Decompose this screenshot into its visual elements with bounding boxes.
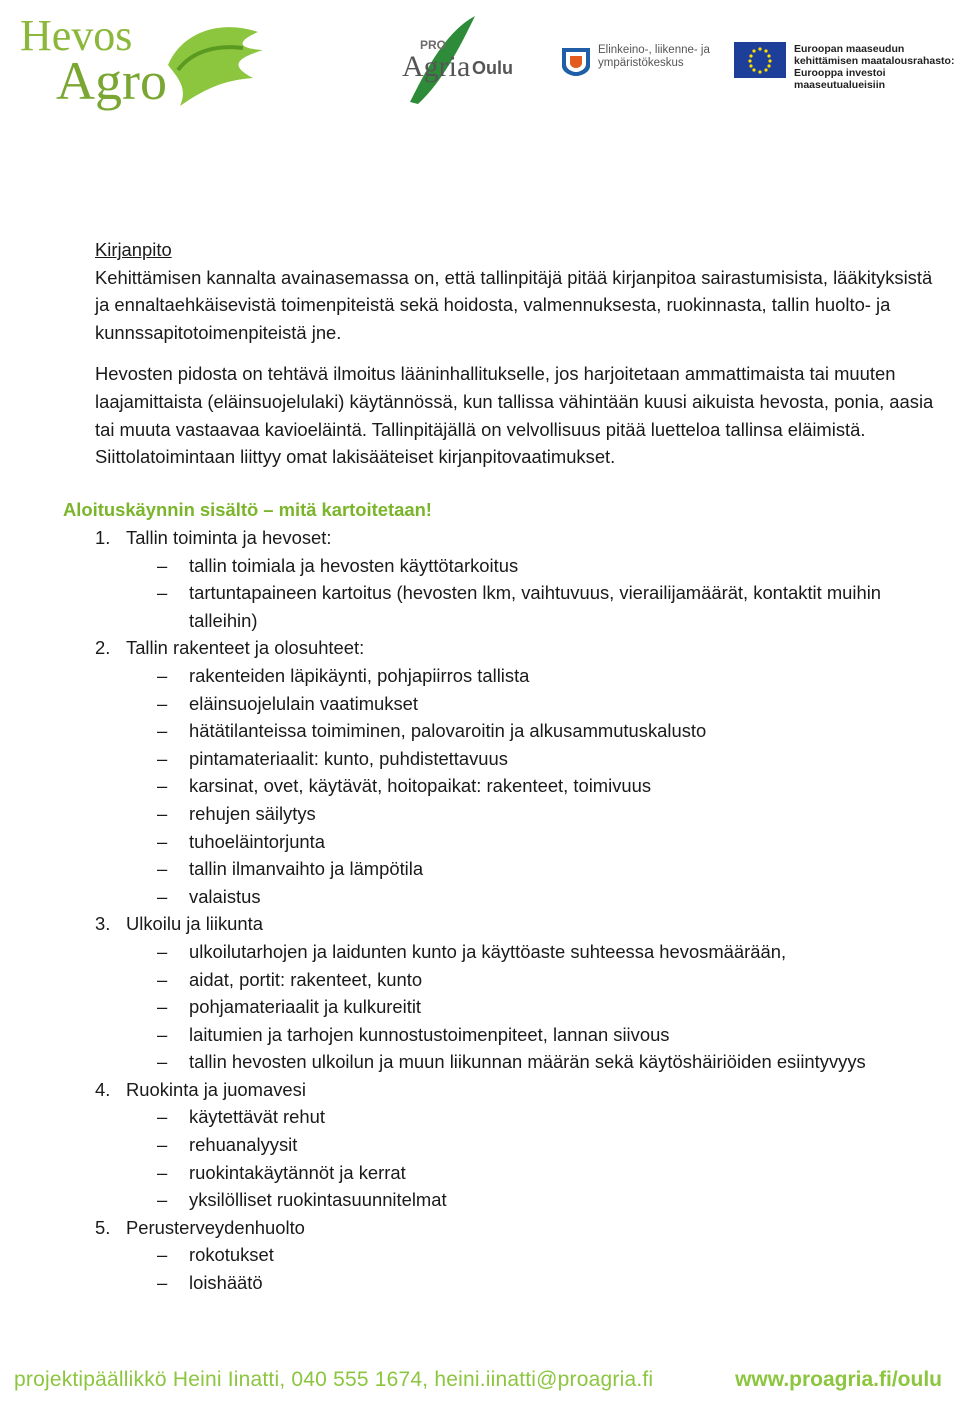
ely-line-2: ympäristökeskus: [598, 57, 684, 69]
list-item: [157, 579, 945, 634]
dash-bullet: –: [157, 1023, 168, 1045]
intro-paragraph-2: Hevosten pidosta on tehtävä ilmoitus lääninhallitukselle, jos harjoitetaan ammattimaista tai muuten laajamittaista (eläinsuojelulaki) käytännössä, kun tallissa vähintään kuusi aikuista hevosta, ponia, aasia tai muuta vastaavaa kavioeläintä. Tallinpitäjällä on velvollisuus pitää luetteloa tallinsa eläimistä. Siittolatoimintaan liittyy omat lakisääteiset kirjanpitovaatimukset.: [95, 363, 934, 468]
list-item: [157, 662, 945, 690]
list-item: [157, 690, 945, 718]
intro-paragraph-1: Kehittämisen kannalta avainasemassa on, että tallinpitäjä pitää kirjanpitoa sairastumisista, lääkityksistä ja ennaltaehkäisevistä toimenpiteistä sekä hoidosta, valmennuksesta, ruokinnasta, tallin huolto- ja kunnssapitotoimenpiteistä jne.: [95, 266, 933, 343]
list-item-text: yksilölliset ruokintasuunnitelmat: [189, 1189, 447, 1211]
section-title-text: Tallin rakenteet ja olosuhteet:: [126, 637, 365, 659]
checklist-heading: Aloituskäynnin sisältö – mitä kartoitetaan!: [63, 499, 432, 520]
dash-bullet: –: [157, 885, 168, 907]
page-header: [0, 0, 960, 115]
intro-section: [95, 236, 945, 471]
list-item: [157, 1186, 945, 1214]
eu-line-1: Euroopan maaseudun: [794, 43, 905, 55]
list-item: [157, 883, 945, 911]
list-item: [157, 1269, 945, 1297]
section-title: [95, 634, 945, 662]
eu-line-3: Eurooppa investoi maaseutualueisiin: [794, 67, 886, 91]
list-item: [157, 800, 945, 828]
dash-bullet: –: [157, 996, 168, 1018]
section-title: [95, 910, 945, 938]
ely-line-1: Elinkeino-, liikenne- ja: [598, 44, 710, 56]
ely-logo: [558, 38, 718, 83]
list-item-text: laitumien ja tarhojen kunnostustoimenpiteet, lannan siivous: [189, 1023, 670, 1045]
dash-bullet: –: [157, 1134, 168, 1156]
hevosagro-logo: [18, 10, 268, 110]
dash-bullet: –: [157, 1106, 168, 1128]
dash-bullet: –: [157, 1272, 168, 1294]
list-item: [157, 1159, 945, 1187]
dash-bullet: –: [157, 1161, 168, 1183]
checklist: [95, 524, 945, 1297]
footer-contact: projektipäällikkö Heini Iinatti, 040 555 1674, heini.iinatti@proagria.fi: [14, 1368, 654, 1391]
list-item-text: rokotukset: [189, 1244, 274, 1266]
list-item-text: pintamateriaalit: kunto, puhdistettavuus: [189, 747, 508, 769]
dash-bullet: –: [157, 968, 168, 990]
section-title: [95, 1214, 945, 1242]
section-number: 3.: [95, 913, 111, 935]
list-item: [157, 552, 945, 580]
list-item: [157, 745, 945, 773]
list-item-text: hätätilanteissa toimiminen, palovaroitin ja alkusammutuskalusto: [189, 720, 707, 742]
list-item: [157, 938, 945, 966]
eu-line-2: kehittämisen maatalousrahasto:: [794, 55, 955, 67]
section-title: [95, 524, 945, 552]
dash-bullet: –: [157, 830, 168, 852]
dash-bullet: –: [157, 1189, 168, 1211]
eu-flag-icon: [734, 42, 786, 78]
eu-logo: [734, 38, 959, 91]
list-item-text: rehuanalyysit: [189, 1134, 298, 1156]
dash-bullet: –: [157, 1051, 168, 1073]
logo-pro: PRO: [420, 38, 447, 52]
list-item-text: ulkoilutarhojen ja laidunten kunto ja käyttöaste suhteessa hevosmäärään,: [189, 940, 787, 962]
logo-word-agro: Agro: [56, 51, 167, 111]
list-item-text: käytettävät rehut: [189, 1106, 325, 1128]
section-title: [95, 1076, 945, 1104]
list-item-text: ruokintakäytännöt ja kerrat: [189, 1161, 406, 1183]
dash-bullet: –: [157, 802, 168, 824]
list-item-text: aidat, portit: rakenteet, kunto: [189, 968, 423, 990]
section-number: 1.: [95, 527, 111, 548]
list-item-text: tallin ilmanvaihto ja lämpötila: [189, 858, 424, 880]
list-item: [157, 993, 945, 1021]
dash-bullet: –: [157, 940, 168, 962]
list-item-text: tallin hevosten ulkoilun ja muun liikunnan määrän sekä käytöshäiriöiden esiintyvyys: [189, 1051, 866, 1073]
list-item: [157, 717, 945, 745]
list-item-text: pohjamateriaalit ja kulkureitit: [189, 996, 422, 1018]
list-item: [157, 828, 945, 856]
section-title-text: Ulkoilu ja liikunta: [126, 913, 263, 935]
dash-bullet: –: [157, 747, 168, 769]
dash-bullet: –: [157, 664, 168, 686]
ely-emblem-icon: [558, 42, 594, 78]
list-item-text: tallin toimiala ja hevosten käyttötarkoitus: [189, 554, 519, 576]
dash-bullet: –: [157, 554, 168, 576]
section-number: 5.: [95, 1216, 111, 1238]
list-item-text: rakenteiden läpikäynti, pohjapiirros tallista: [189, 664, 530, 686]
dash-bullet: –: [157, 775, 168, 797]
list-item: [157, 1021, 945, 1049]
list-item: [157, 772, 945, 800]
list-item-text: tuhoeläintorjunta: [189, 830, 325, 852]
list-item-text: karsinat, ovet, käytävät, hoitopaikat: rakenteet, toimivuus: [189, 775, 652, 797]
dash-bullet: –: [157, 692, 168, 714]
list-item-text: loishäätö: [189, 1272, 263, 1294]
list-item: [157, 1048, 945, 1076]
dash-bullet: –: [157, 1244, 168, 1266]
dash-bullet: –: [157, 858, 168, 880]
section-number: 2.: [95, 637, 111, 659]
page-footer: [0, 1364, 960, 1409]
section-title-text: Perusterveydenhuolto: [126, 1216, 305, 1238]
section-title-kirjanpito: Kirjanpito: [95, 239, 172, 260]
logo-word-hevos: Hevos: [20, 11, 133, 60]
list-item: [157, 855, 945, 883]
list-item: [157, 966, 945, 994]
list-item: [157, 1103, 945, 1131]
dash-bullet: –: [157, 720, 168, 742]
footer-website: www.proagria.fi/oulu: [735, 1368, 942, 1391]
proagria-logo: [400, 12, 520, 107]
logo-agria: Agria: [402, 50, 471, 83]
list-item: [157, 1131, 945, 1159]
logo-oulu: Oulu: [472, 58, 513, 78]
list-item-text: tartuntapaineen kartoitus (hevosten lkm, vaihtuvuus, vierailijamäärät, kontaktit muihin talleihin): [189, 582, 882, 631]
section-number: 4.: [95, 1078, 111, 1100]
list-item: [157, 1241, 945, 1269]
list-item-text: valaistus: [189, 885, 261, 907]
list-item-text: rehujen säilytys: [189, 802, 316, 824]
list-item-text: eläinsuojelulain vaatimukset: [189, 692, 418, 714]
section-title-text: Tallin toiminta ja hevoset:: [126, 527, 332, 548]
section-title-text: Ruokinta ja juomavesi: [126, 1078, 306, 1100]
dash-bullet: –: [157, 582, 168, 604]
